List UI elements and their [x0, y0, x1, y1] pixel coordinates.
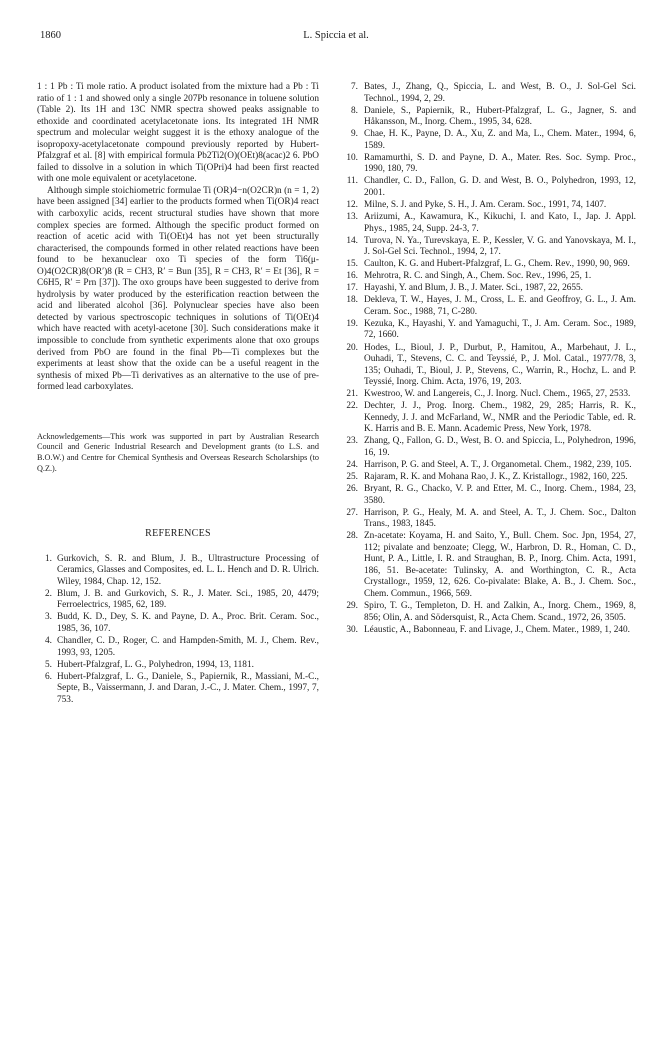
reference-text: Kezuka, K., Hayashi, Y. and Yamaguchi, T., J. Am. Ceram. Soc., 1989, 72, 1660.: [364, 318, 636, 341]
reference-text: Spiro, T. G., Templeton, D. H. and Zalkin, A., Inorg. Chem., 1969, 8, 856; Olin, A. and Södersquist, R., Acta Chem. Scand., 1972, 26, 3505.: [364, 601, 636, 623]
reference-text: Chandler, C. D., Roger, C. and Hampden-Smith, M. J., Chem. Rev., 1993, 93, 1205.: [57, 636, 319, 658]
reference-item: [342, 401, 636, 436]
reference-number: 17.: [346, 283, 358, 294]
reference-item: [342, 472, 636, 484]
reference-number: 6.: [45, 671, 52, 682]
reference-text: Hubert-Pfalzgraf, L. G., Polyhedron, 1994, 13, 1181.: [57, 659, 254, 670]
reference-item: [342, 153, 636, 176]
reference-item: [37, 589, 319, 612]
reference-item: [342, 259, 636, 271]
reference-item: [342, 82, 636, 105]
reference-text: Harrison, P. G., Healy, M. A. and Steel, A. T., J. Chem. Soc., Dalton Trans., 1983, 1845.: [364, 507, 636, 530]
reference-item: [342, 295, 636, 318]
reference-item: [37, 636, 319, 659]
reference-number: 26.: [346, 484, 358, 495]
reference-item: [342, 283, 636, 295]
reference-text: Zn-acetate: Koyama, H. and Saito, Y., Bull. Chem. Soc. Jpn, 1954, 27, 112; pivalate and benzoate; Clegg, W., Harbron, D. R., Homan, C. D., Hunt, P. A., Little, I. R. and Straughan, B. P., Inorg. Chim. Acta, 1991, 186, 51. Be-acetate: Tulinsky, A. and Worthington, C. R., Acta Crystallogr., 1959, 12, 626. Co-pivalate: Blake, A. B., J. Chem. Soc., Chem. Commun., 1966, 569.: [364, 531, 636, 600]
reference-item: [342, 531, 636, 600]
reference-text: Bryant, R. G., Chacko, V. P. and Etter, M. C., Inorg. Chem., 1984, 23, 3580.: [364, 484, 636, 506]
reference-item: [342, 129, 636, 152]
reference-text: Caulton, K. G. and Hubert-Pfalzgraf, L. G., Chem. Rev., 1990, 90, 969.: [364, 259, 630, 270]
reference-item: [342, 460, 636, 472]
reference-text: Hodes, L., Bioul, J. P., Durbut, P., Hamitou, A., Marbehaut, J. L., Ouhadi, T., Stevens, C. C. and Teyssié, P., J. Mol. Catal., 1977/78, 3, 135; Ouhadi, T., Bioul, J. P., Stevens, C., Warrin, R., Hochz, L. and P. Teyssié, Inorg. Chim. Acta, 1976, 19, 203.: [364, 342, 636, 388]
reference-number: 8.: [351, 105, 358, 116]
reference-text: Mehrotra, R. C. and Singh, A., Chem. Soc. Rev., 1996, 25, 1.: [364, 271, 592, 282]
reference-item: [37, 660, 319, 672]
reference-text: Daniele, S., Papiernik, R., Hubert-Pfalzgraf, L. G., Jagner, S. and Håkansson, M., Inorg. Chem., 1995, 34, 628.: [364, 105, 636, 128]
reference-number: 29.: [346, 601, 358, 612]
reference-text: Milne, S. J. and Pyke, S. H., J. Am. Ceram. Soc., 1991, 74, 1407.: [364, 199, 607, 210]
reference-item: [342, 343, 636, 389]
reference-number: 24.: [346, 460, 358, 470]
reference-text: Rajaram, R. K. and Mohana Rao, J. K., Z. Kristallogr., 1982, 160, 225.: [364, 472, 628, 483]
reference-text: Hubert-Pfalzgraf, L. G., Daniele, S., Papiernik, R., Massiani, M.-C., Septe, B., Vaissermann, J. and Daran, J.-C., J. Mater. Chem., 1997, 7, 753.: [57, 671, 319, 705]
reference-number: 14.: [346, 235, 358, 246]
reference-number: 3.: [45, 612, 52, 623]
reference-item: [342, 176, 636, 199]
reference-text: Blum, J. B. and Gurkovich, S. R., J. Mater. Sci., 1985, 20, 4479; Ferroelectrics, 1985, 62, 189.: [57, 588, 319, 611]
reference-number: 9.: [351, 129, 358, 140]
reference-number: 23.: [346, 436, 358, 447]
reference-number: 5.: [45, 659, 52, 670]
reference-number: 20.: [346, 342, 358, 353]
left-column: [37, 82, 319, 707]
reference-text: Chandler, C. D., Fallon, G. D. and West, B. O., Polyhedron, 1993, 12, 2001.: [364, 176, 636, 198]
body-paragraph: Although simple stoichiometric formulae Ti (OR)4−n(O2CR)n (n = 1, 2) have been assigned [34] earlier to the products formed when Ti(OR)4 react with carboxylic acids, recent structural studies have shown that more complex species are formed. Although the specific product formed on reaction of acetic acid with Ti(OEt)4 has not yet been structurally characterised, the compounds formed in other related reactions have been found to be hexanuclear oxo Ti species of the form Ti6(μ-O)4(O2CR)8(OR′)8 (R = CH3, R′ = Bun [35], R = CH3, R′ = Et [36], R = C6H5, R′ = Prn [37]). The oxo groups have been suggested to derive from hydrolysis by water produced by the esterification reaction between the acid and liberated alcohol [36]. Polynuclear species have also been detected by various spectroscopic techniques in solutions of Ti(OEt)4 which have reacted with acetyl-acetone [30]. Such considerations make it impossible to conclude from synthetic experiments alone that oxo groups derived from PbO are found in the final Pb—Ti complexes but the experiments at least show that the oxide can be a useful reagent in the synthesis of mixed Pb—Ti derivatives as an alternative to the use of pre-formed lead carboxylates.: [37, 185, 319, 393]
reference-item: [342, 319, 636, 342]
reference-text: Budd, K. D., Dey, S. K. and Payne, D. A., Proc. Brit. Ceram. Soc., 1985, 36, 107.: [57, 612, 319, 634]
reference-text: Harrison, P. G. and Steel, A. T., J. Organometal. Chem., 1982, 239, 105.: [364, 460, 632, 470]
reference-text: Hayashi, Y. and Blum, J. B., J. Mater. Sci., 1987, 22, 2655.: [364, 283, 583, 294]
reference-item: [342, 508, 636, 531]
reference-item: [342, 625, 636, 637]
reference-item: [342, 236, 636, 259]
reference-number: 1.: [45, 553, 52, 564]
reference-number: 25.: [346, 472, 358, 483]
page-header: [40, 30, 632, 46]
body-paragraph: 1 : 1 Pb : Ti mole ratio. A product isolated from the mixture had a Pb : Ti ratio of 1 : 1 and showed only a single 207Pb resonance in toluene solution (Table 2). Its 1H and 13C NMR spectra showed peaks assignable to ethoxide and coordinated acetylacetonate ions. Its integrated 1H NMR spectrum and molecular weight suggest it is the ethoxy analogue of the isopropoxy-acetylacetonate compound previously reported by Hubert-Pfalzgraf et al. [8] with empirical formula Pb2Ti2(O)(OEt)8(acac)2 6. PbO failed to dissolve in a solution in which Ti(OPri)4 had been first reacted with one mole equivalent or acetylacetone.: [37, 82, 319, 185]
reference-text: Chae, H. K., Payne, D. A., Xu, Z. and Ma, L., Chem. Mater., 1994, 6, 1589.: [364, 129, 636, 151]
reference-item: [342, 200, 636, 212]
reference-number: 11.: [346, 176, 358, 187]
reference-text: Dekleva, T. W., Hayes, J. M., Cross, L. E. and Geoffroy, G. L., J. Am. Ceram. Soc., 1988, 71, C-280.: [364, 295, 636, 317]
reference-item: [342, 601, 636, 624]
running-head: L. Spiccia et al.: [303, 30, 369, 41]
reference-text: Ariizumi, A., Kawamura, K., Kikuchi, I. and Kato, I., Jap. J. Appl. Phys., 1985, 24, Supp. 24-3, 7.: [364, 212, 636, 234]
reference-number: 16.: [346, 271, 358, 282]
reference-item: [342, 271, 636, 283]
reference-item: [342, 389, 636, 401]
reference-number: 19.: [346, 318, 358, 329]
reference-item: [342, 484, 636, 507]
reference-list: [342, 82, 636, 636]
reference-list: [37, 554, 319, 707]
reference-number: 7.: [351, 82, 358, 92]
reference-text: Léaustic, A., Babonneau, F. and Livage, J., Chem. Mater., 1989, 1, 240.: [364, 624, 630, 635]
reference-number: 2.: [45, 588, 52, 599]
reference-text: Zhang, Q., Fallon, G. D., West, B. O. and Spiccia, L., Polyhedron, 1996, 16, 19.: [364, 436, 636, 458]
reference-text: Ramamurthi, S. D. and Payne, D. A., Mater. Res. Soc. Symp. Proc., 1990, 180, 79.: [364, 152, 636, 175]
reference-item: [342, 106, 636, 129]
page-number: 1860: [40, 30, 61, 41]
reference-number: 30.: [346, 624, 358, 635]
reference-number: 21.: [346, 389, 358, 400]
reference-number: 13.: [346, 212, 358, 223]
reference-item: [342, 212, 636, 235]
reference-number: 15.: [346, 259, 358, 270]
reference-number: 22.: [346, 401, 358, 412]
reference-text: Bates, J., Zhang, Q., Spiccia, L. and West, B. O., J. Sol-Gel Sci. Technol., 1994, 2, 29.: [364, 82, 636, 104]
reference-number: 18.: [346, 295, 358, 306]
reference-text: Gurkovich, S. R. and Blum, J. B., Ultrastructure Processing of Ceramics, Glasses and Composites, ed. L. L. Hench and D. R. Ulrich. Wiley, 1984, Chap. 12, 152.: [57, 553, 319, 587]
reference-number: 28.: [346, 531, 358, 542]
reference-item: [37, 672, 319, 707]
acknowledgements: Acknowledgements—This work was supported in part by Australian Research Council and Generic Industrial Research and Development grants (to L.S. and B.O.W.) and Centre for Chemical Synthesis and Overseas Research Scholarships (to Q.Z.).: [37, 431, 319, 473]
reference-item: [37, 554, 319, 589]
right-column: [342, 82, 636, 637]
reference-item: [342, 436, 636, 459]
reference-item: [37, 612, 319, 635]
references-heading: REFERENCES: [145, 528, 211, 540]
reference-text: Dechter, J. J., Prog. Inorg. Chem., 1982, 29, 285; Harris, R. K., Kennedy, J. J. and McFarland, W., NMR and the Periodic Table, ed. R. K. Harris and B. E. Mann. Academic Press, New York, 1978.: [364, 401, 636, 435]
reference-number: 27.: [346, 507, 358, 518]
reference-text: Kwestroo, W. and Langereis, C., J. Inorg. Nucl. Chem., 1965, 27, 2533.: [364, 389, 631, 400]
reference-number: 10.: [346, 152, 358, 163]
reference-number: 4.: [45, 636, 52, 647]
reference-number: 12.: [346, 199, 358, 210]
reference-text: Turova, N. Ya., Turevskaya, E. P., Kessler, V. G. and Yanovskaya, M. I., J. Sol-Gel Sci. Technol., 1994, 2, 17.: [364, 235, 636, 258]
